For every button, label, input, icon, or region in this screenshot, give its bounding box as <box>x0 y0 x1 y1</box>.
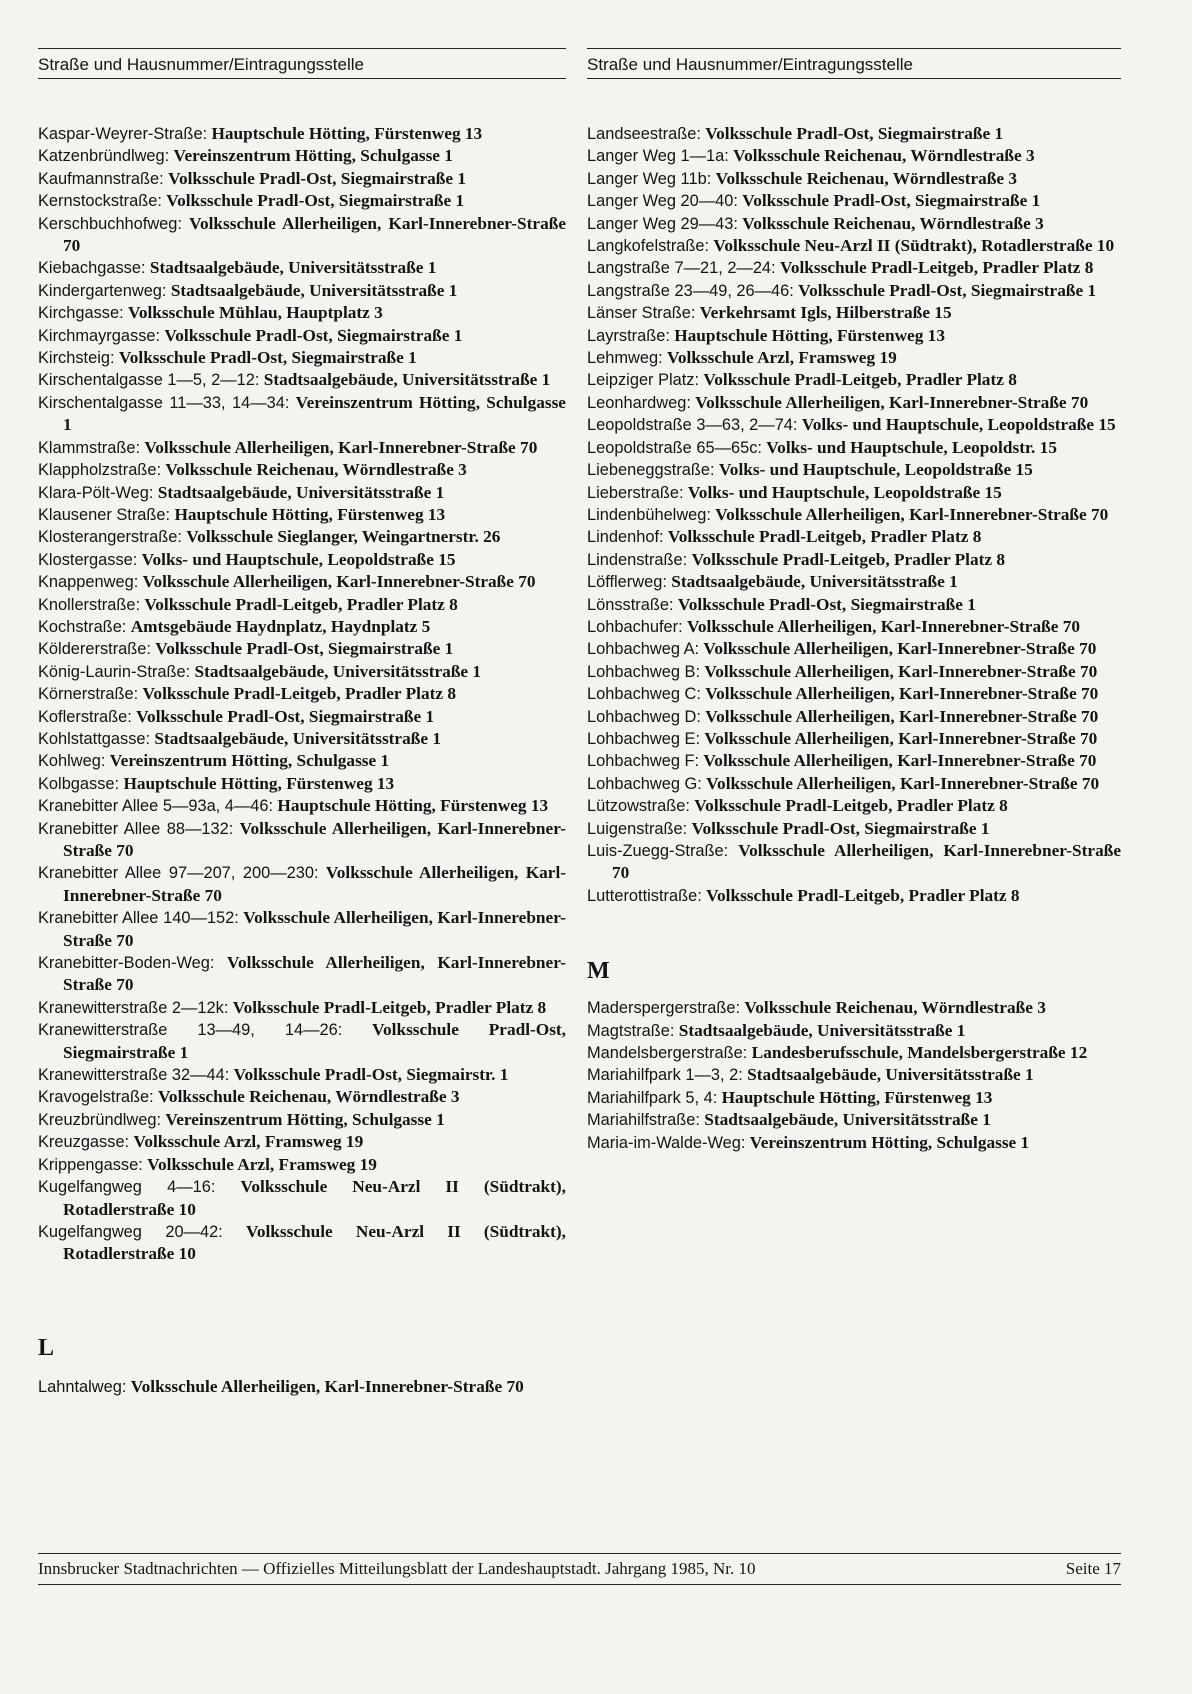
street-entry <box>587 750 1121 772</box>
street-name: Mariahilfstraße: <box>587 1111 700 1130</box>
registration-office: Volksschule Pradl-Ost, Siegmairstr. 1 <box>233 1065 509 1085</box>
street-entry <box>38 616 566 638</box>
street-entry <box>587 168 1121 190</box>
registration-office: Hauptschule Hötting, Fürstenweg 13 <box>674 325 945 345</box>
street-name: Kirschentalgasse 11—33, 14—34: <box>38 393 290 412</box>
street-name: Lahntalweg: <box>38 1377 127 1396</box>
section-letter: L <box>38 1334 55 1361</box>
registration-office: Volksschule Pradl-Ost, Siegmairstraße 1 <box>691 818 990 838</box>
street-entry <box>587 369 1121 391</box>
street-entry <box>587 885 1121 907</box>
registration-office: Volksschule Pradl-Ost, Siegmairstraße 1 <box>118 348 417 368</box>
street-entry <box>38 728 566 750</box>
street-name: Körnerstraße: <box>38 685 139 704</box>
street-name: Kirschentalgasse 1—5, 2—12: <box>38 371 260 390</box>
street-name: Kernstockstraße: <box>38 192 162 211</box>
registration-office: Stadtsaalgebäude, Universitätsstraße 1 <box>154 728 441 748</box>
registration-office: Volksschule Pradl-Leitgeb, Pradler Platz 8 <box>232 997 547 1017</box>
street-entry <box>587 482 1121 504</box>
street-entry <box>587 1087 1121 1109</box>
street-name: Kugelfangweg 4—16: <box>38 1178 216 1197</box>
registration-office: Volksschule Pradl-Leitgeb, Pradler Platz 8 <box>667 527 982 547</box>
street-entry <box>587 414 1121 436</box>
registration-office: Amtsgebäude Haydnplatz, Haydnplatz 5 <box>130 616 431 636</box>
registration-office: Volksschule Allerheiligen, Karl-Innerebner-Straße 70 <box>687 616 1081 636</box>
street-entry <box>587 728 1121 750</box>
street-name: Mariahilfpark 1—3, 2: <box>587 1066 743 1085</box>
street-entry <box>38 1064 566 1086</box>
registration-office: Volks- und Hauptschule, Leopoldstraße 15 <box>687 482 1002 502</box>
section-letter: M <box>587 958 610 985</box>
street-entry <box>38 213 566 258</box>
street-name: Koflerstraße: <box>38 707 132 726</box>
registration-office: Stadtsaalgebäude, Universitätsstraße 1 <box>678 1020 966 1040</box>
registration-office: Vereinszentrum Hötting, Schulgasse 1 <box>173 146 453 166</box>
street-name: Kranewitterstraße 32—44: <box>38 1066 230 1085</box>
street-entry <box>587 683 1121 705</box>
street-entry <box>38 594 566 616</box>
street-entry <box>38 683 566 705</box>
street-name: Leipziger Platz: <box>587 371 700 390</box>
street-entry <box>38 549 566 571</box>
registration-office: Volksschule Pradl-Ost, Siegmairstraße 1 <box>155 639 454 659</box>
street-entry <box>38 482 566 504</box>
street-entry <box>38 862 566 907</box>
registration-office: Volksschule Pradl-Ost, Siegmairstraße 1 <box>166 191 465 211</box>
street-entry <box>587 190 1121 212</box>
left-column <box>38 48 566 1398</box>
street-name: Länser Straße: <box>587 304 696 323</box>
registration-office: Volksschule Pradl-Leitgeb, Pradler Platz 8 <box>694 796 1008 816</box>
street-name: Langer Weg 11b: <box>587 169 712 188</box>
street-entry <box>587 325 1121 347</box>
street-name: Kranewitterstraße 13—49, 14—26: <box>38 1021 343 1040</box>
street-name: Klappholzstraße: <box>38 461 161 480</box>
street-entry <box>38 1131 566 1153</box>
registration-office: Volksschule Allerheiligen, Karl-Innerebner-Straße 70 <box>695 392 1089 412</box>
registration-office: Vereinszentrum Hötting, Schulgasse 1 <box>165 1109 445 1129</box>
street-entry <box>38 661 566 683</box>
street-name: Kirchmayrgasse: <box>38 326 161 345</box>
street-name: Langkofelstraße: <box>587 237 710 256</box>
registration-office: Volksschule Pradl-Ost, Siegmairstraße 1 <box>742 191 1041 211</box>
street-name: Kranewitterstraße 2—12k: <box>38 998 229 1017</box>
registration-office: Volksschule Arzl, Framsweg 19 <box>133 1132 364 1152</box>
street-entry <box>38 750 566 772</box>
street-name: Katzenbründlweg: <box>38 147 170 166</box>
street-name: Maria-im-Walde-Weg: <box>587 1133 746 1152</box>
street-entry <box>38 1109 566 1131</box>
street-name: Kochstraße: <box>38 617 127 636</box>
street-name: Kranebitter Allee 140—152: <box>38 909 239 928</box>
street-name: Klosterangerstraße: <box>38 528 182 547</box>
street-entry <box>38 1154 566 1176</box>
street-name: Knollerstraße: <box>38 595 141 614</box>
street-name: Krippengasse: <box>38 1155 143 1174</box>
registration-office: Stadtsaalgebäude, Universitätsstraße 1 <box>704 1110 991 1130</box>
street-name: Klostergasse: <box>38 550 138 569</box>
street-entry <box>38 123 566 145</box>
street-name: Lönsstraße: <box>587 595 674 614</box>
street-entry <box>38 504 566 526</box>
registration-office: Volksschule Allerheiligen, Karl-Innerebner-Straße 70 <box>703 639 1097 659</box>
registration-office: Volksschule Neu-Arzl II (Südtrakt), Rotadlerstraße 10 <box>713 236 1115 256</box>
street-entry <box>587 145 1121 167</box>
street-entry <box>38 773 566 795</box>
registration-office: Volksschule Allerheiligen, Karl-Innerebner-Straße 70 <box>715 504 1109 524</box>
street-entry <box>587 392 1121 414</box>
street-entry <box>38 145 566 167</box>
street-entry <box>38 907 566 952</box>
registration-office: Hauptschule Hötting, Fürstenweg 13 <box>277 796 549 816</box>
street-entry <box>38 257 566 279</box>
street-entry <box>38 437 566 459</box>
street-name: Kaspar-Weyrer-Straße: <box>38 125 208 143</box>
street-name: Köldererstraße: <box>38 640 151 659</box>
street-entry <box>587 504 1121 526</box>
street-entry <box>38 325 566 347</box>
registration-office: Volksschule Allerheiligen, Karl-Innerebner-Straße 70 <box>130 1376 524 1396</box>
street-entry <box>38 392 566 437</box>
street-entry <box>38 459 566 481</box>
street-entry <box>587 616 1121 638</box>
street-entry <box>38 526 566 548</box>
street-name: Kirchsteig: <box>38 349 115 368</box>
street-name: Klammstraße: <box>38 438 141 457</box>
registration-office: Volksschule Allerheiligen, Karl-Innerebner-Straße 70 <box>705 684 1099 704</box>
street-name: Lohbachweg F: <box>587 752 700 771</box>
street-name: Leopoldstraße 65—65c: <box>587 438 762 457</box>
page-number: Seite 17 <box>1065 1559 1121 1578</box>
registration-office: Volksschule Pradl-Leitgeb, Pradler Platz 8 <box>144 594 458 614</box>
registration-office: Volksschule Allerheiligen, Karl-Innerebner-Straße 70 <box>703 751 1097 771</box>
registration-office: Stadtsaalgebäude, Universitätsstraße 1 <box>194 661 482 681</box>
street-entry <box>38 571 566 593</box>
street-name: Luis-Zuegg-Straße: <box>587 842 729 860</box>
street-name: Löfflerweg: <box>587 573 667 592</box>
registration-office: Volksschule Mühlau, Hauptplatz 3 <box>127 303 383 323</box>
street-entry <box>587 123 1121 145</box>
registration-office: Volksschule Allerheiligen, Karl-Innerebner-Straße 70 <box>706 773 1100 793</box>
street-entry <box>587 571 1121 593</box>
street-name: Lindenhof: <box>587 528 664 547</box>
street-entry <box>38 1376 566 1398</box>
registration-office: Volksschule Pradl-Leitgeb, Pradler Platz 8 <box>779 258 1094 278</box>
registration-office: Volksschule Reichenau, Wörndlestraße 3 <box>742 213 1044 233</box>
street-name: Kolbgasse: <box>38 774 120 793</box>
registration-office: Volks- und Hauptschule, Leopoldstr. 15 <box>766 437 1057 457</box>
street-name: Lindenbühelweg: <box>587 505 711 524</box>
street-name: Kranebitter-Boden-Weg: <box>38 954 215 973</box>
street-entry <box>587 1132 1121 1154</box>
registration-office: Volksschule Sieglanger, Weingartnerstr. 26 <box>186 527 501 547</box>
registration-office: Volksschule Reichenau, Wörndlestraße 3 <box>744 998 1046 1018</box>
street-entry <box>38 168 566 190</box>
registration-office: Volksschule Allerheiligen, Karl-Innerebner-Straße 70 <box>142 572 536 592</box>
street-name: Leonhardweg: <box>587 393 691 412</box>
registration-office: Volksschule Pradl-Ost, Siegmairstraße 1 <box>63 1020 566 1062</box>
street-name: König-Laurin-Straße: <box>38 662 191 681</box>
registration-office: Volksschule Pradl-Ost, Siegmairstraße 1 <box>164 325 463 345</box>
registration-office: Volksschule Pradl-Ost, Siegmairstraße 1 <box>136 706 435 726</box>
street-entry <box>38 369 566 391</box>
entry-list <box>587 123 1121 1154</box>
right-column <box>587 48 1121 1154</box>
street-name: Kreuzbründlweg: <box>38 1110 162 1129</box>
registration-office: Vereinszentrum Hötting, Schulgasse 1 <box>749 1132 1030 1152</box>
registration-office: Volksschule Allerheiligen, Karl-Innerebner-Straße 70 <box>63 908 566 950</box>
registration-office: Volksschule Pradl-Leitgeb, Pradler Platz 8 <box>703 370 1017 390</box>
column-header: Straße und Hausnummer/Eintragungsstelle <box>587 48 1121 79</box>
street-entry <box>587 594 1121 616</box>
street-entry <box>38 1176 566 1221</box>
street-name: Kugelfangweg 20—42: <box>38 1222 223 1241</box>
street-name: Kohlweg: <box>38 752 106 771</box>
street-entry <box>38 190 566 212</box>
street-entry <box>587 213 1121 235</box>
street-entry <box>587 773 1121 795</box>
street-name: Lohbachufer: <box>587 617 683 636</box>
street-name: Maderspergerstraße: <box>587 999 741 1018</box>
street-entry <box>587 638 1121 660</box>
street-name: Langer Weg 20—40: <box>587 192 738 211</box>
street-entry <box>38 1221 566 1266</box>
street-entry <box>587 997 1121 1019</box>
registration-office: Stadtsaalgebäude, Universitätsstraße 1 <box>157 482 445 502</box>
street-name: Klara-Pölt-Weg: <box>38 483 154 502</box>
street-entry <box>38 706 566 728</box>
street-entry <box>587 257 1121 279</box>
street-name: Luigenstraße: <box>587 819 688 838</box>
registration-office: Vereinszentrum Hötting, Schulgasse 1 <box>63 392 566 435</box>
street-entry <box>587 1109 1121 1131</box>
street-name: Lieberstraße: <box>587 483 684 502</box>
street-name: Kerschbuchhofweg: <box>38 214 182 233</box>
publication-line: Innsbrucker Stadtnachrichten — Offizielles Mitteilungsblatt der Landeshauptstadt. Jahrgang 1985, Nr. 10 <box>38 1559 756 1578</box>
registration-office: Volksschule Arzl, Framsweg 19 <box>147 1154 377 1174</box>
registration-office: Stadtsaalgebäude, Universitätsstraße 1 <box>149 258 437 278</box>
street-name: Landseestraße: <box>587 125 701 143</box>
registration-office: Stadtsaalgebäude, Universitätsstraße 1 <box>263 370 551 390</box>
street-entry <box>587 549 1121 571</box>
street-name: Langer Weg 29—43: <box>587 214 738 233</box>
registration-office: Volksschule Neu-Arzl II (Südtrakt), Rotadlerstraße 10 <box>63 1221 566 1264</box>
street-entry <box>587 706 1121 728</box>
street-entry <box>587 526 1121 548</box>
registration-office: Volksschule Allerheiligen, Karl-Innerebner-Straße 70 <box>704 728 1098 748</box>
registration-office: Volksschule Pradl-Ost, Siegmairstraße 1 <box>677 594 976 614</box>
street-name: Lohbachweg C: <box>587 685 701 704</box>
street-name: Lutterottistraße: <box>587 886 702 905</box>
registration-office: Volksschule Reichenau, Wörndlestraße 3 <box>165 460 467 480</box>
street-name: Knappenweg: <box>38 573 139 592</box>
registration-office: Volksschule Reichenau, Wörndlestraße 3 <box>715 168 1018 188</box>
registration-office: Hauptschule Hötting, Fürstenweg 13 <box>721 1087 993 1107</box>
street-name: Kirchgasse: <box>38 304 124 323</box>
registration-office: Volksschule Arzl, Framsweg 19 <box>666 348 897 368</box>
street-entry <box>587 840 1121 885</box>
registration-office: Landesberufsschule, Mandelsbergerstraße 12 <box>751 1043 1088 1063</box>
street-name: Lohbachweg E: <box>587 729 700 748</box>
street-entry <box>587 280 1121 302</box>
street-entry <box>38 1086 566 1108</box>
street-entry <box>38 347 566 369</box>
street-entry <box>587 347 1121 369</box>
street-entry <box>587 661 1121 683</box>
street-name: Liebeneggstraße: <box>587 461 715 480</box>
registration-office: Stadtsaalgebäude, Universitätsstraße 1 <box>747 1065 1034 1085</box>
street-name: Mandelsbergerstraße: <box>587 1044 748 1063</box>
street-name: Kindergartenweg: <box>38 281 167 300</box>
street-name: Kreuzgasse: <box>38 1133 130 1152</box>
street-name: Kranebitter Allee 88—132: <box>38 819 234 838</box>
registration-office: Hauptschule Hötting, Fürstenweg 13 <box>123 773 395 793</box>
street-entry <box>587 818 1121 840</box>
registration-office: Volks- und Hauptschule, Leopoldstraße 15 <box>718 460 1033 480</box>
street-entry <box>587 795 1121 817</box>
street-name: Kohlstattgasse: <box>38 729 151 748</box>
registration-office: Volksschule Pradl-Leitgeb, Pradler Platz 8 <box>142 684 456 704</box>
street-entry <box>38 302 566 324</box>
registration-office: Volks- und Hauptschule, Leopoldstraße 15 <box>141 549 456 569</box>
registration-office: Volksschule Allerheiligen, Karl-Innerebner-Straße 70 <box>612 841 1121 883</box>
street-name: Kravogelstraße: <box>38 1088 154 1107</box>
registration-office: Volksschule Allerheiligen, Karl-Innerebner-Straße 70 <box>63 863 567 905</box>
registration-office: Vereinszentrum Hötting, Schulgasse 1 <box>109 751 390 771</box>
registration-office: Volksschule Pradl-Leitgeb, Pradler Platz 8 <box>706 885 1020 905</box>
registration-office: Volksschule Allerheiligen, Karl-Innerebner-Straße 70 <box>63 953 566 995</box>
registration-office: Volksschule Allerheiligen, Karl-Innerebner-Straße 70 <box>705 706 1099 726</box>
street-name: Langer Weg 1—1a: <box>587 147 729 166</box>
street-entry <box>38 952 566 997</box>
street-name: Lohbachweg A: <box>587 640 700 659</box>
street-name: Lützowstraße: <box>587 797 690 816</box>
street-entry <box>38 997 566 1019</box>
registration-office: Verkehrsamt Igls, Hilberstraße 15 <box>699 303 952 323</box>
street-name: Mariahilfpark 5, 4: <box>587 1088 718 1107</box>
street-entry <box>587 1064 1121 1086</box>
street-name: Lindenstraße: <box>587 550 688 569</box>
registration-office: Volksschule Allerheiligen, Karl-Innerebner-Straße 70 <box>63 818 566 860</box>
street-entry <box>38 280 566 302</box>
column-header: Straße und Hausnummer/Eintragungsstelle <box>38 48 566 79</box>
registration-office: Hauptschule Hötting, Fürstenweg 13 <box>211 124 483 143</box>
street-name: Lohbachweg D: <box>587 707 701 726</box>
entry-list <box>38 123 566 1398</box>
street-entry <box>38 1019 566 1064</box>
registration-office: Volksschule Allerheiligen, Karl-Innerebner-Straße 70 <box>63 213 566 256</box>
registration-office: Volksschule Pradl-Leitgeb, Pradler Platz 8 <box>691 549 1006 569</box>
registration-office: Volksschule Allerheiligen, Karl-Innerebner-Straße 70 <box>144 437 538 457</box>
street-name: Magtstraße: <box>587 1021 675 1040</box>
street-entry <box>38 818 566 863</box>
registration-office: Volksschule Reichenau, Wörndlestraße 3 <box>733 146 1035 166</box>
street-entry <box>587 459 1121 481</box>
street-name: Kranebitter Allee 97—207, 200—230: <box>38 864 319 883</box>
page-footer <box>38 1553 1121 1585</box>
street-entry <box>587 437 1121 459</box>
registration-office: Volksschule Neu-Arzl II (Südtrakt), Rotadlerstraße 10 <box>63 1177 566 1219</box>
registration-office: Volksschule Reichenau, Wörndlestraße 3 <box>158 1087 460 1107</box>
registration-office: Volksschule Allerheiligen, Karl-Innerebner-Straße 70 <box>704 661 1098 681</box>
registration-office: Volksschule Pradl-Ost, Siegmairstraße 1 <box>798 280 1097 300</box>
street-entry <box>587 302 1121 324</box>
street-name: Lohbachweg B: <box>587 662 700 681</box>
street-name: Leopoldstraße 3—63, 2—74: <box>587 416 798 435</box>
street-name: Langstraße 7—21, 2—24: <box>587 259 776 278</box>
street-name: Kranebitter Allee 5—93a, 4—46: <box>38 797 274 816</box>
street-name: Layrstraße: <box>587 326 670 345</box>
street-name: Lehmweg: <box>587 349 663 368</box>
street-name: Langstraße 23—49, 26—46: <box>587 281 794 300</box>
registration-office: Stadtsaalgebäude, Universitätsstraße 1 <box>671 572 958 592</box>
street-entry <box>587 1020 1121 1042</box>
registration-office: Stadtsaalgebäude, Universitätsstraße 1 <box>170 280 458 300</box>
street-entry <box>38 795 566 817</box>
registration-office: Hauptschule Hötting, Fürstenweg 13 <box>174 504 446 524</box>
street-entry <box>587 235 1121 257</box>
street-name: Klausener Straße: <box>38 505 171 524</box>
registration-office: Volksschule Pradl-Ost, Siegmairstraße 1 <box>168 168 467 188</box>
registration-office: Volksschule Pradl-Ost, Siegmairstraße 1 <box>705 124 1004 143</box>
street-entry <box>38 638 566 660</box>
street-name: Kaufmannstraße: <box>38 169 164 188</box>
street-name: Lohbachweg G: <box>587 774 702 793</box>
registration-office: Volks- und Hauptschule, Leopoldstraße 15 <box>801 415 1116 435</box>
street-entry <box>587 1042 1121 1064</box>
street-name: Kiebachgasse: <box>38 259 146 278</box>
